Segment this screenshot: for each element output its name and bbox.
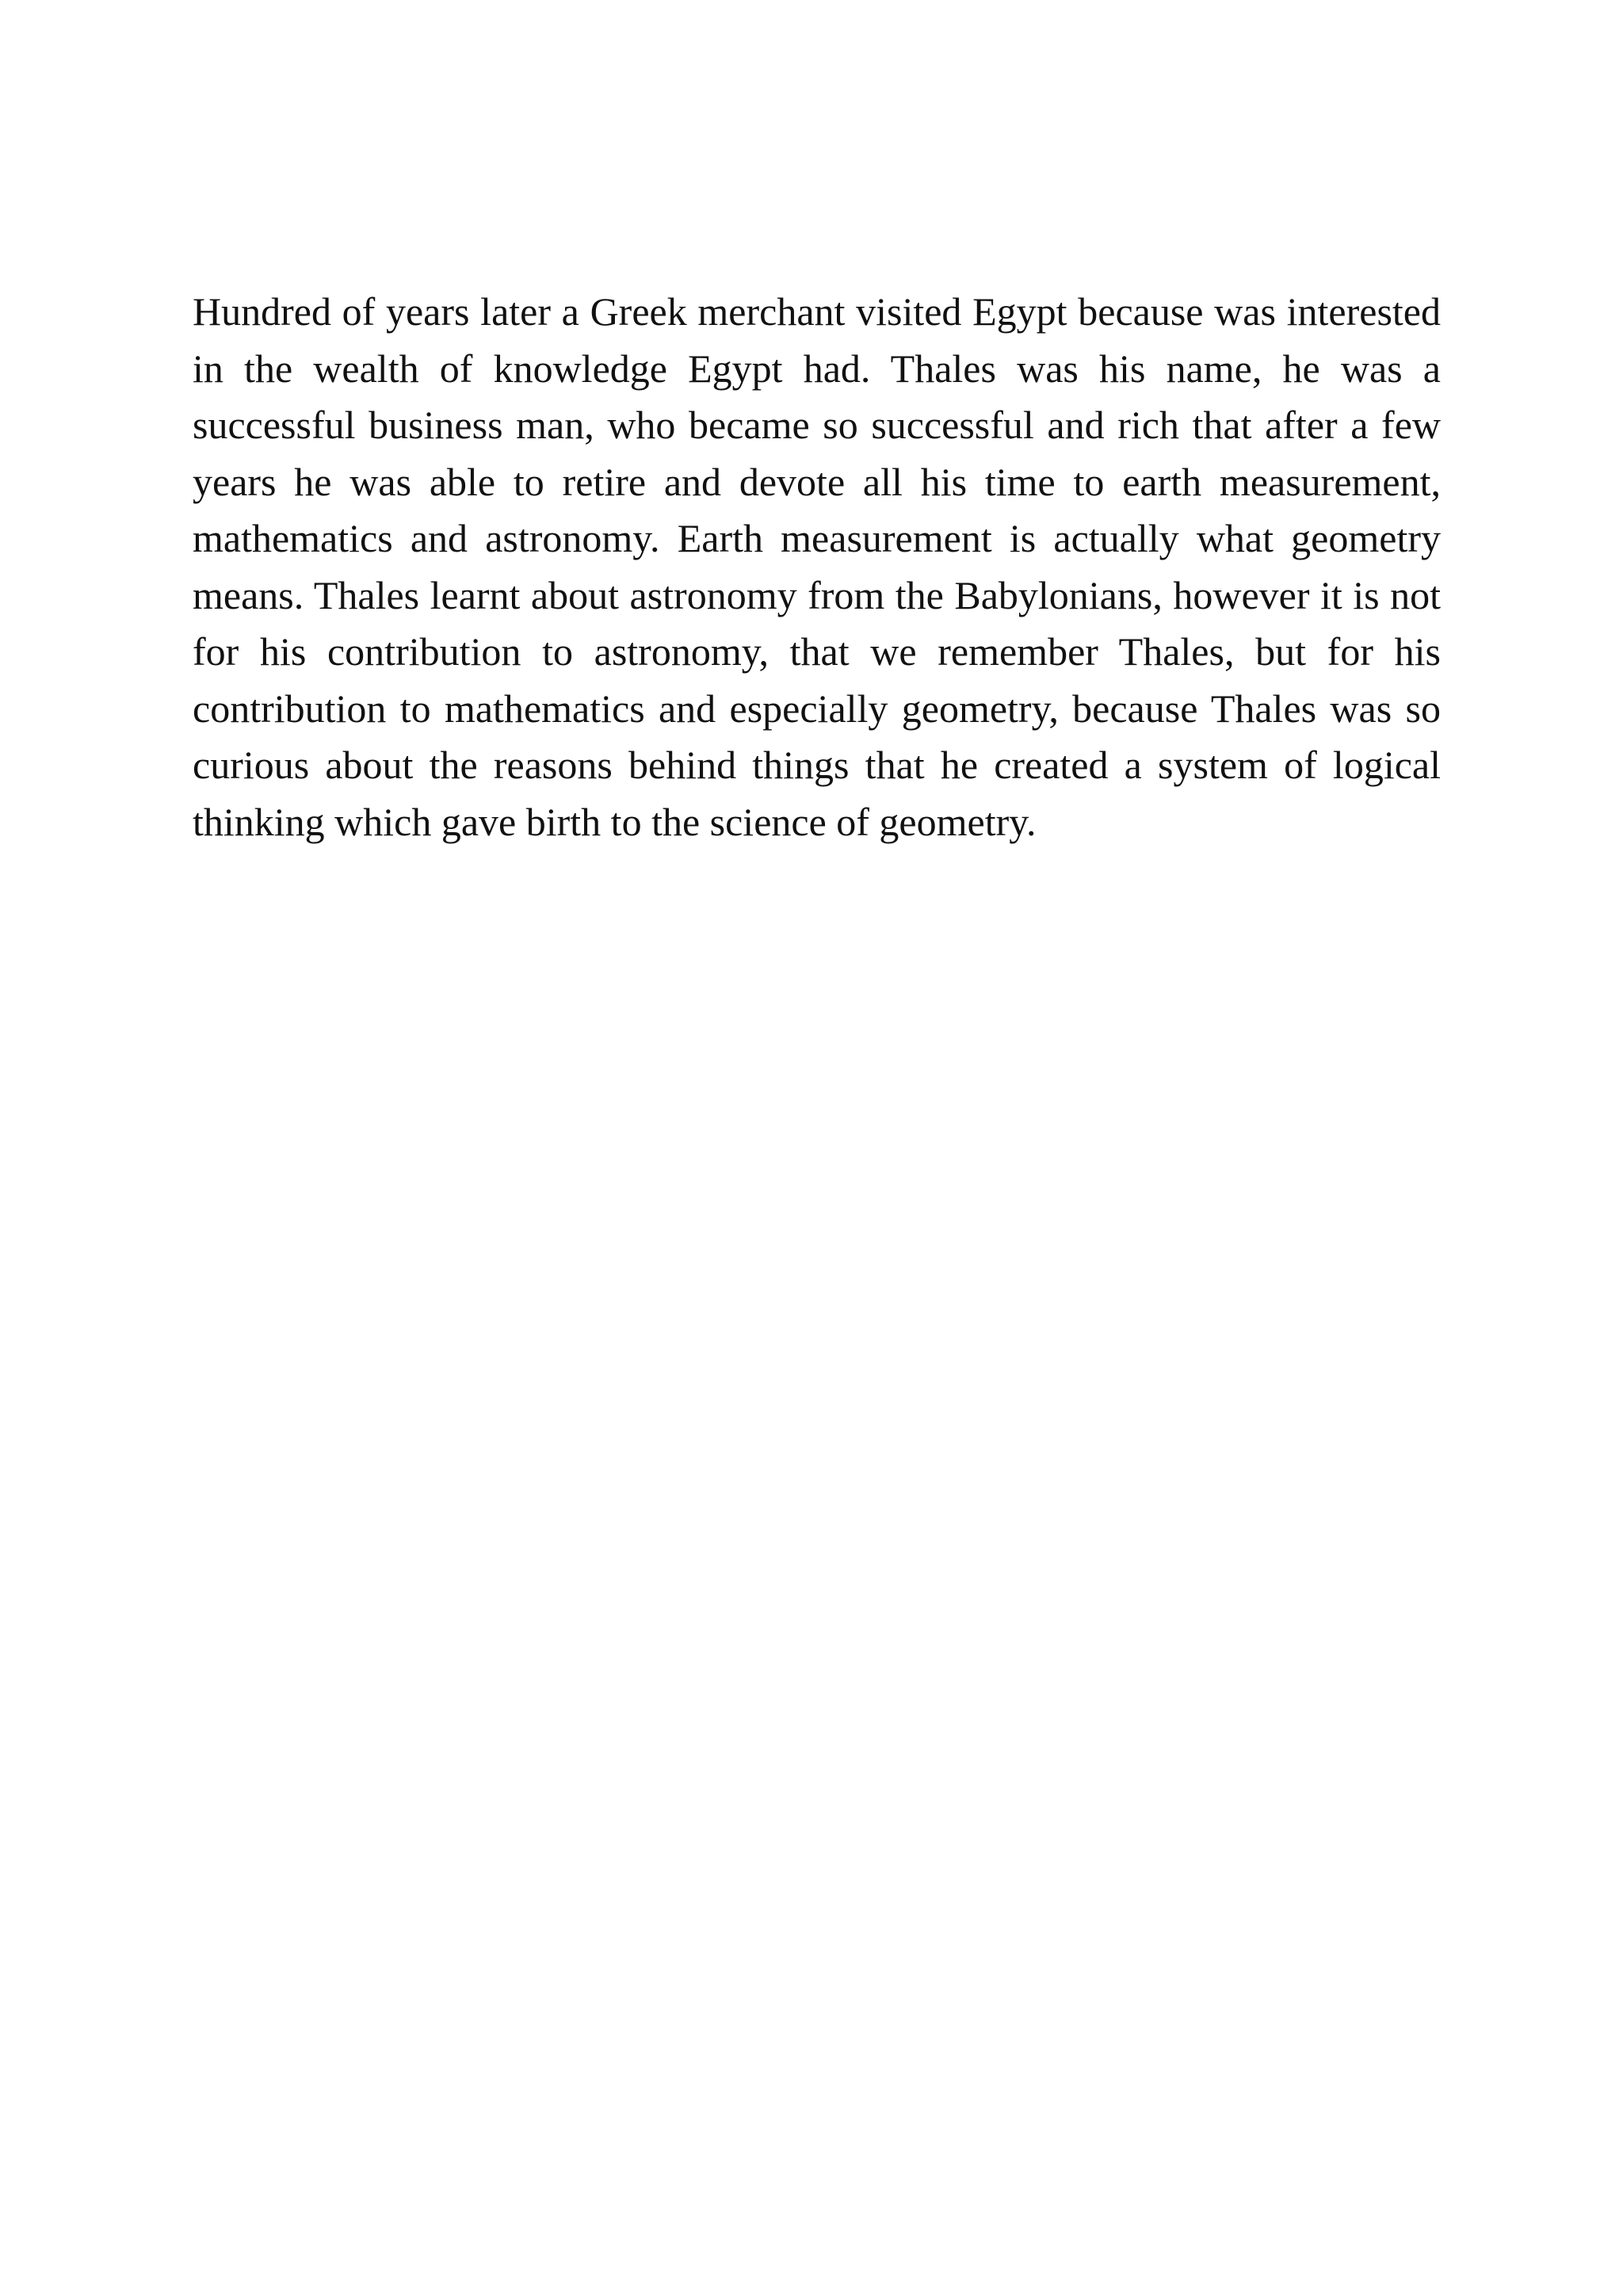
body-paragraph: Hundred of years later a Greek merchant visited Egypt because was interested in the wealth of knowledge Egypt had. Thales was his name, he was a successful business man, who became so successful and rich that after a few years he was able to retire and devote all his time to earth measurement, mathematics and astronomy. Earth measurement is actually what geometry means. Thales learnt about astronomy from the Babylonians, however it is not for his contribution to astronomy, that we remember Thales, but for his contribution to mathematics and especially geometry, because Thales was so curious about the reasons behind things that he created a system of logical thinking which gave birth to the science of geometry. xyxy=(193,289,1441,844)
